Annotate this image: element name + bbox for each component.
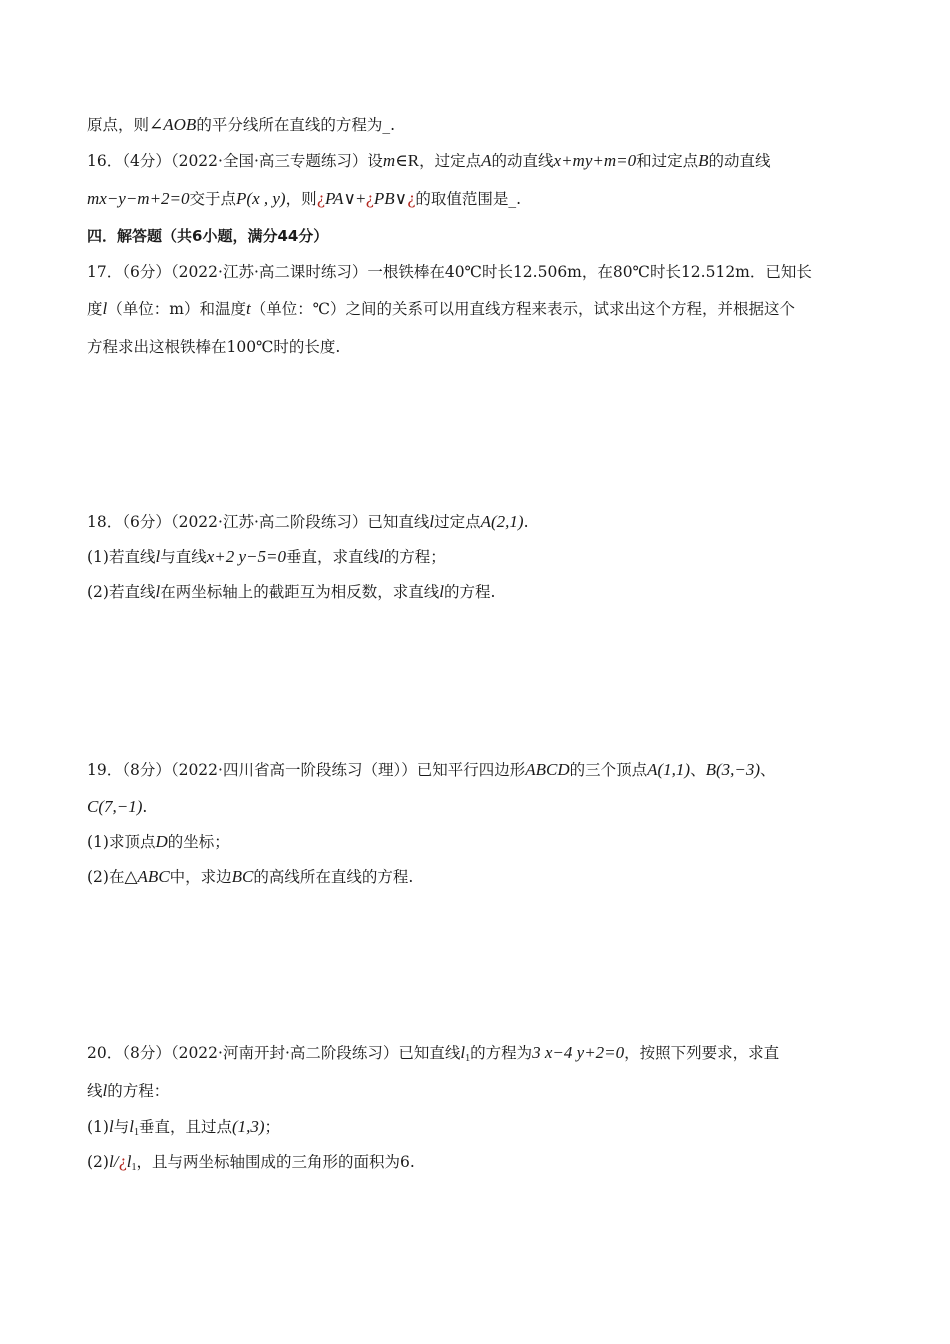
text: 的方程. (443, 583, 496, 601)
math-abc: ABC (137, 867, 170, 886)
math-l: l (108, 1117, 114, 1136)
math-b: B (698, 151, 709, 170)
text: 度 (87, 300, 103, 318)
glyph-error: ¿ (316, 190, 325, 208)
math-point-b: B(3,−3) (705, 760, 761, 779)
question-17-line-2 (87, 298, 795, 320)
text: 的方程； (383, 548, 446, 566)
text: （单位：m）和温度 (107, 300, 246, 318)
text: 的方程： (107, 1082, 170, 1100)
math-pa: PA (324, 189, 344, 208)
text: 垂直，求直线 (285, 548, 379, 566)
text: (1)若直线 (87, 548, 156, 566)
text: 中，求边 (169, 868, 232, 886)
text: 与直线 (160, 548, 207, 566)
text: ，则 (285, 190, 317, 208)
glyph-error: ¿ (118, 1153, 127, 1171)
math-r: R (407, 151, 420, 170)
text: （单位：℃）之间的关系可以用直线方程来表示，试求出这个方程，并根据这个 (250, 300, 796, 318)
text: 的平分线所在直线的方程为_. (196, 116, 395, 134)
text: 18．（6分）（2022·江苏·高二阶段练习）已知直线 (87, 513, 430, 531)
math-line-2: mx−y−m+2=0 (87, 189, 190, 208)
angle-symbol: ∠ (149, 115, 164, 134)
line-15-tail (87, 114, 395, 136)
math-m: m (382, 151, 396, 170)
math-in: ∈ (395, 151, 408, 170)
text: 的方程为 (470, 1044, 533, 1062)
glyph-error: ¿ (407, 190, 416, 208)
question-16-line-2 (87, 188, 521, 210)
text: (2) (87, 1153, 109, 1171)
question-20-part-2 (87, 1151, 415, 1179)
math-line: 3 x−4 y+2=0 (532, 1043, 625, 1062)
question-20-part-1 (87, 1116, 280, 1144)
text: 19．（8分）（2022·四川省高一阶段练习（理））已知平行四边形 (87, 761, 526, 779)
text: 垂直，且过点 (138, 1118, 232, 1136)
math-bc: BC (231, 867, 254, 886)
text: 方程求出这根铁棒在100℃时的长度. (87, 338, 341, 356)
math-l: l (439, 582, 444, 601)
text: 16．（4分）（2022·全国·高三专题练习）设 (87, 152, 383, 170)
math-slash: / (113, 1152, 119, 1171)
text: (1)求顶点 (87, 833, 156, 851)
math-l: l (155, 582, 161, 601)
text: 过定点 (434, 513, 481, 531)
question-17-line-1 (87, 261, 812, 283)
triangle-symbol: △ (124, 867, 138, 886)
question-19-line-2 (87, 796, 147, 818)
math-l1: $l_1$ (129, 1117, 139, 1138)
math-op: ∨+ (343, 189, 366, 208)
math-l: l (429, 512, 435, 531)
text: 的高线所在直线的方程. (253, 868, 414, 886)
text: 、 (760, 761, 776, 779)
text: 20．（8分）（2022·河南开封·高二阶段练习）已知直线 (87, 1044, 461, 1062)
question-19-line-1 (87, 759, 776, 781)
section-title: 四．解答题（共6小题，满分44分） (87, 227, 329, 245)
text: 在两坐标轴上的截距互为相反数，求直线 (160, 583, 440, 601)
text: 的坐标； (167, 833, 230, 851)
math-pb: PB (373, 189, 395, 208)
math-aob: AOB (163, 115, 197, 134)
math-line-1: x+my+m=0 (553, 151, 637, 170)
text: 原点，则 (87, 116, 150, 134)
math-p: P(x , y) (236, 189, 286, 208)
math-op: ∨ (394, 189, 408, 208)
text: (2)在 (87, 868, 125, 886)
math-l: l (379, 547, 384, 566)
question-16-line-1 (87, 150, 771, 172)
math-l: l (102, 1081, 108, 1100)
math-a: A (481, 151, 492, 170)
question-17-line-3 (87, 336, 340, 358)
math-point-a: A(1,1) (647, 760, 691, 779)
math-l: l (108, 1152, 114, 1171)
text: (1) (87, 1118, 109, 1136)
question-18-line-1 (87, 511, 529, 533)
section-heading (87, 225, 328, 247)
math-t: t (245, 299, 251, 318)
math-l: l (155, 547, 161, 566)
text: ，过定点 (419, 152, 482, 170)
glyph-error: ¿ (365, 190, 374, 208)
text: ； (264, 1118, 281, 1136)
text: 与 (113, 1118, 130, 1136)
math-point-a: A(2,1) (480, 512, 524, 531)
text: (2)若直线 (87, 583, 156, 601)
question-19-part-2 (87, 866, 413, 888)
text: 17．（6分）（2022·江苏·高二课时练习）一根铁棒在40℃时长12.506m，在80℃时长12.512m．已知长 (87, 263, 812, 281)
text: ，按照下列要求，求直 (624, 1044, 780, 1062)
question-18-part-2 (87, 581, 495, 603)
text: 的取值范围是_. (415, 190, 522, 208)
math-point-c: C(7,−1) (87, 797, 143, 816)
text: 交于点 (189, 190, 237, 208)
text: 线 (87, 1082, 103, 1100)
math-l1: $l_1$ (126, 1152, 137, 1173)
text: ，且与两坐标轴围成的三角形的面积为6. (136, 1153, 415, 1171)
question-20-line-1 (87, 1042, 779, 1070)
math-point: (1,3) (231, 1117, 265, 1136)
math-line: x+2 y−5=0 (206, 547, 286, 566)
text: 的动直线 (491, 152, 554, 170)
math-d: D (155, 832, 168, 851)
text: 和过定点 (636, 152, 699, 170)
text: . (142, 798, 148, 816)
question-19-part-1 (87, 831, 230, 853)
math-l: l (102, 299, 108, 318)
text: 的三个顶点 (569, 761, 648, 779)
math-l1: $l_1$ (460, 1043, 471, 1064)
question-20-line-2 (87, 1080, 169, 1102)
text: 的动直线 (708, 152, 771, 170)
text: . (523, 513, 529, 531)
math-abcd: ABCD (525, 760, 570, 779)
text: 、 (690, 761, 706, 779)
question-18-part-1 (87, 546, 446, 568)
